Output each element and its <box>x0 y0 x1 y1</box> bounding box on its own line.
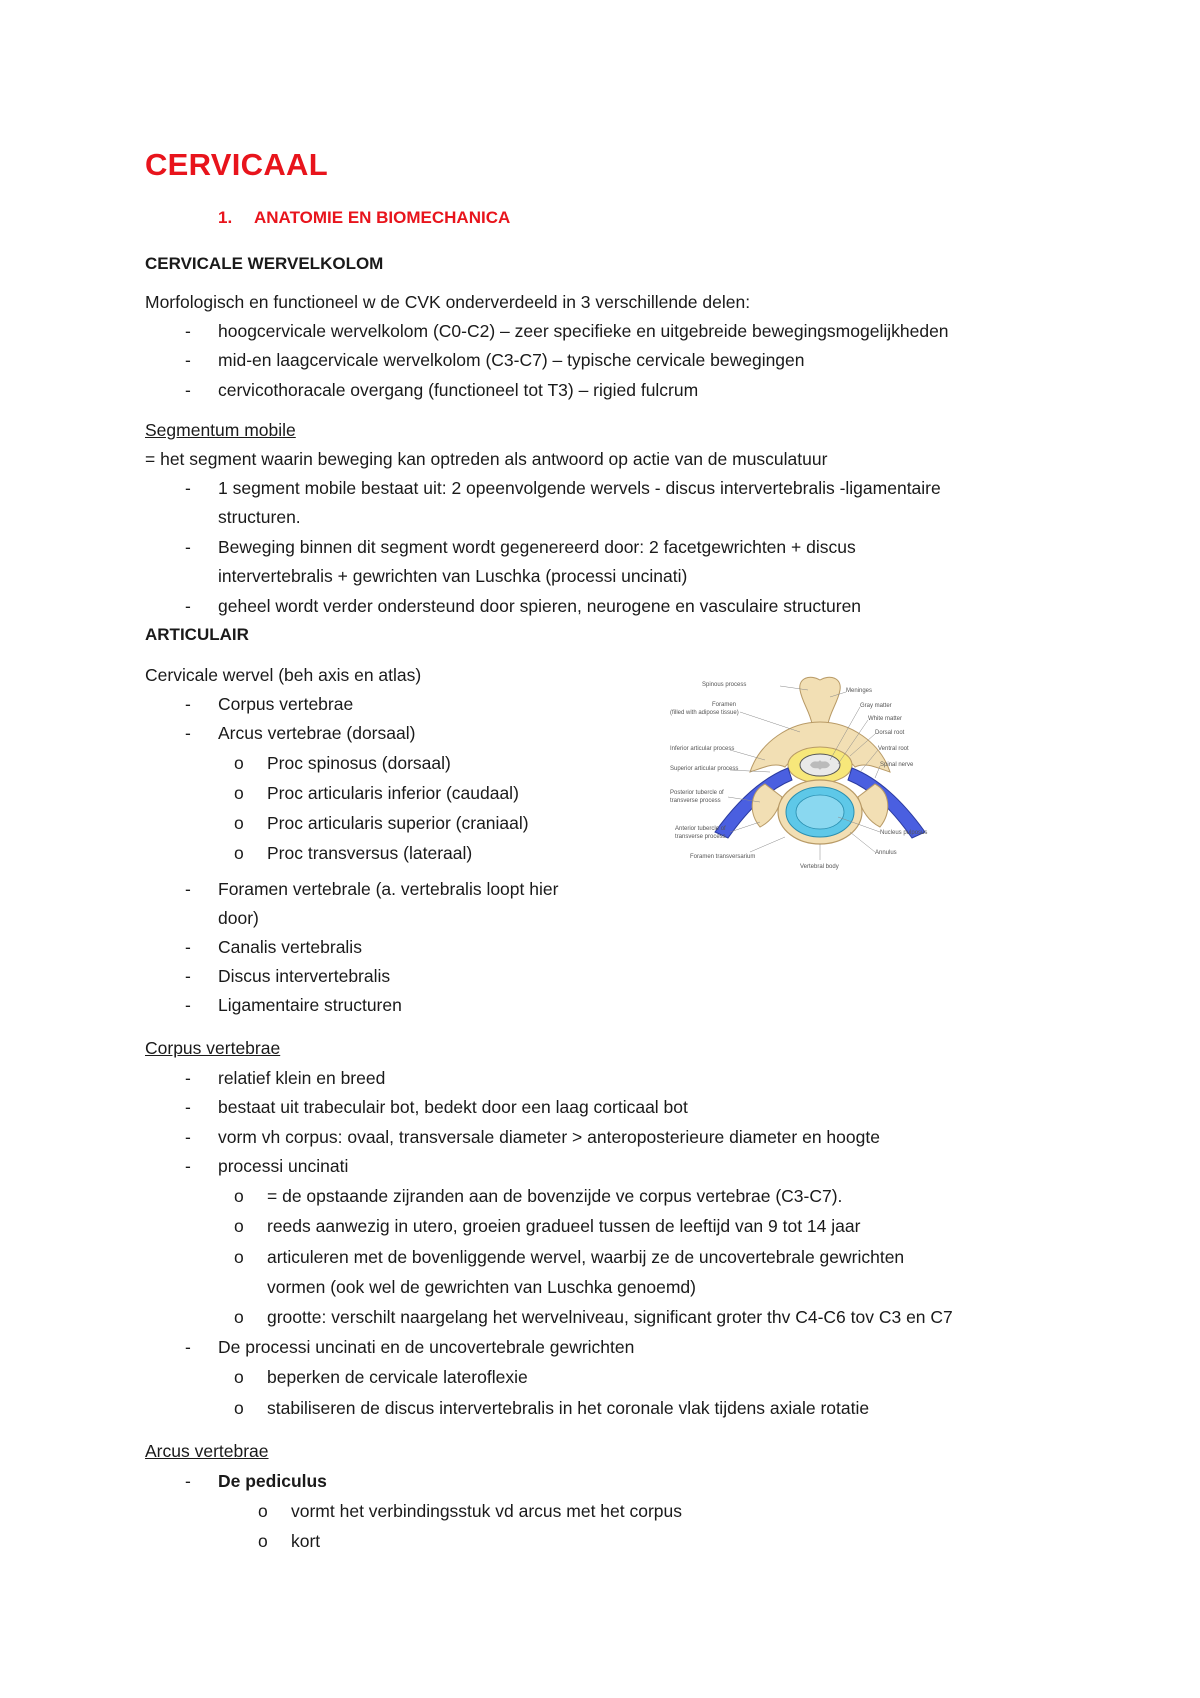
paragraph-cvk-intro: Morfologisch en functioneel w de CVK onderverdeeld in 3 verschillende delen: <box>145 292 751 312</box>
label-foramen-adipose: (filled with adipose tissue) <box>670 710 739 716</box>
circle-marker: o <box>234 1398 244 1418</box>
cervical-vertebra-illustration <box>670 672 970 882</box>
dash-marker: - <box>185 1337 191 1357</box>
circle-marker: o <box>234 1307 244 1327</box>
heading-articulair: ARTICULAIR <box>145 625 249 644</box>
label-annulus: Annulus <box>875 850 897 856</box>
label-white-matter: White matter <box>868 716 903 722</box>
label-foramen: Foramen <box>712 702 737 708</box>
dash-marker: - <box>185 1156 191 1176</box>
heading-arcus-vertebrae: Arcus vertebrae <box>145 1441 269 1461</box>
paragraph-cervicale-wervel: Cervicale wervel (beh axis en atlas) <box>145 665 422 685</box>
list-item-continuation: structuren. <box>218 507 301 527</box>
dash-marker: - <box>185 694 191 714</box>
dash-marker: - <box>185 350 191 370</box>
label-anterior-tubercle-2: transverse process <box>675 834 726 840</box>
label-gray-matter: Gray matter <box>860 703 892 709</box>
circle-marker: o <box>234 1186 244 1206</box>
heading-corpus-vertebrae: Corpus vertebrae <box>145 1038 281 1058</box>
label-meninges: Meninges <box>846 688 873 694</box>
dash-marker: - <box>185 1068 191 1088</box>
label-posterior-tubercle: Posterior tubercle of <box>670 790 724 796</box>
dash-marker: - <box>185 478 191 498</box>
circle-marker: o <box>234 843 244 863</box>
label-nucleus-pulposus: Nucleus pulposus <box>880 830 928 836</box>
pediculus-term: pediculus <box>245 1471 327 1491</box>
circle-marker: o <box>234 753 244 773</box>
circle-marker: o <box>234 1247 244 1267</box>
dash-marker: - <box>185 966 191 986</box>
circle-marker: o <box>258 1501 268 1521</box>
circle-marker: o <box>258 1531 268 1551</box>
list-item-continuation: intervertebralis + gewrichten van Luschka (processi uncinati) <box>218 566 688 586</box>
dash-marker: - <box>185 879 191 899</box>
sub-list-item-continuation: vormen (ook wel de gewrichten van Luschka genoemd) <box>267 1277 696 1297</box>
heading-cervicale-wervelkolom: CERVICALE WERVELKOLOM <box>145 254 384 273</box>
dash-marker: - <box>185 537 191 557</box>
dash-marker: - <box>185 723 191 743</box>
circle-marker: o <box>234 813 244 833</box>
paragraph-segmentum-definition: = het segment waarin beweging kan optreden als antwoord op actie van de musculatuur <box>145 449 828 469</box>
label-spinous-process: Spinous process <box>702 682 747 688</box>
label-inferior-articular: Inferior articular process <box>670 746 735 752</box>
page-title: CERVICAAL <box>145 147 328 182</box>
label-vertebral-body: Vertebral body <box>800 864 839 870</box>
de-prefix: De <box>218 1471 246 1491</box>
circle-marker: o <box>234 1367 244 1387</box>
right-transverse-process-shape <box>858 784 888 827</box>
list-item-continuation: door) <box>218 908 259 928</box>
section-label: ANATOMIE EN BIOMECHANICA <box>254 208 511 227</box>
heading-segmentum-mobile: Segmentum mobile <box>145 420 296 440</box>
label-ventral-root: Ventral root <box>878 746 909 752</box>
circle-marker: o <box>234 783 244 803</box>
dash-marker: - <box>185 596 191 616</box>
label-anterior-tubercle: Anterior tubercle of <box>675 826 726 832</box>
label-foramen-transversarium: Foramen transversarium <box>690 854 756 860</box>
circle-marker: o <box>234 1216 244 1236</box>
dash-marker: - <box>185 1097 191 1117</box>
dash-marker: - <box>185 995 191 1015</box>
label-dorsal-root: Dorsal root <box>875 730 905 736</box>
label-spinal-nerve: Spinal nerve <box>880 762 914 768</box>
dash-marker: - <box>185 321 191 341</box>
left-transverse-process-shape <box>752 784 782 827</box>
dash-marker: - <box>185 937 191 957</box>
dash-marker: - <box>185 1471 191 1491</box>
dash-marker: - <box>185 380 191 400</box>
spinous-process-shape <box>800 677 840 724</box>
label-posterior-tubercle-2: transverse process <box>670 798 721 804</box>
section-number: 1. <box>218 208 233 227</box>
dash-marker: - <box>185 1127 191 1147</box>
nucleus-pulposus-shape <box>796 795 844 829</box>
label-superior-articular: Superior articular process <box>670 766 739 772</box>
document-page: CERVICAAL 1. ANATOMIE EN BIOMECHANICA CERVICALE WERVELKOLOM Morfologisch en functioneel w de CVK onderverdeeld in 3 verschillende delen: - hoogcervicale wervelkolom (C0-C2) – zeer specifieke en uitgebreide bewegingsmogelijkheden - mid-en laagcervicale wervelkolom (C3-C7) – typische cervicale bewegingen - cervicothoracale overgang (functioneel tot T3) – rigied fulcrum Segmentum mobile = het segment waarin beweging kan optreden als antwoord op actie van de musculatuur - 1 segment mobile bestaat uit: 2 opeenvolgende wervels - discus intervertebralis -ligamentaire structuren. - Beweging binnen dit segment wordt gegenereerd door: 2 facetgewrichten + discus intervertebralis + gewrichten van Luschka (processi uncinati) - geheel wordt verder ondersteund door spieren, neurogene en vasculaire structuren ARTICULAIR Cervicale wervel (beh axis en atlas) - Corpus vertebrae - Arcus vertebrae (dorsaal) o Proc spinosus (dorsaal) o Proc articularis inferior (caudaal) o Proc articularis superior (craniaal) o Proc transversus (lateraal) - Foramen vertebrale (a. vertebralis loopt hier door) - Canalis vertebralis - Discus intervertebralis - Ligamentaire structuren Spinous process Foramen (filled with adipose tissue) Inferior articular process Superior articular process Posterior tubercle of transverse process Anterior tubercle of transverse process Foramen transversarium Vertebral body Meninges Gray matter White matter Dorsal root Ventral root Spinal nerve Nucleus pulposus Annulus Corpus vertebrae - relatief klein en breed - bestaat uit trabeculair bot, bedekt door een laag corticaal bot - vorm vh corpus: ovaal, transversale diameter > anteroposterieure diameter en hoogte - processi uncinati o = de opstaande zijranden aan de bovenzijde ve corpus vertebrae (C3-C7). o reeds aanwezig in utero, groeien gradueel tussen de leeftijd van 9 tot 14 jaar o articuleren met de bovenliggende wervel, waarbij ze de uncovertebrale gewrichten vormen (ook wel de gewrichten van Luschka genoemd) o grootte: verschilt naargelang het wervelniveau, significant groter thv C4-C6 tov C3 en C7 - De processi uncinati en de uncovertebrale gewrichten o beperken de cervicale lateroflexie o stabiliseren de discus intervertebralis in het coronale vlak tijdens axiale rotatie Arcus vertebrae - De pediculus o vormt het verbindingsstuk vd arcus met het corpus o kort <box>0 0 1200 1698</box>
